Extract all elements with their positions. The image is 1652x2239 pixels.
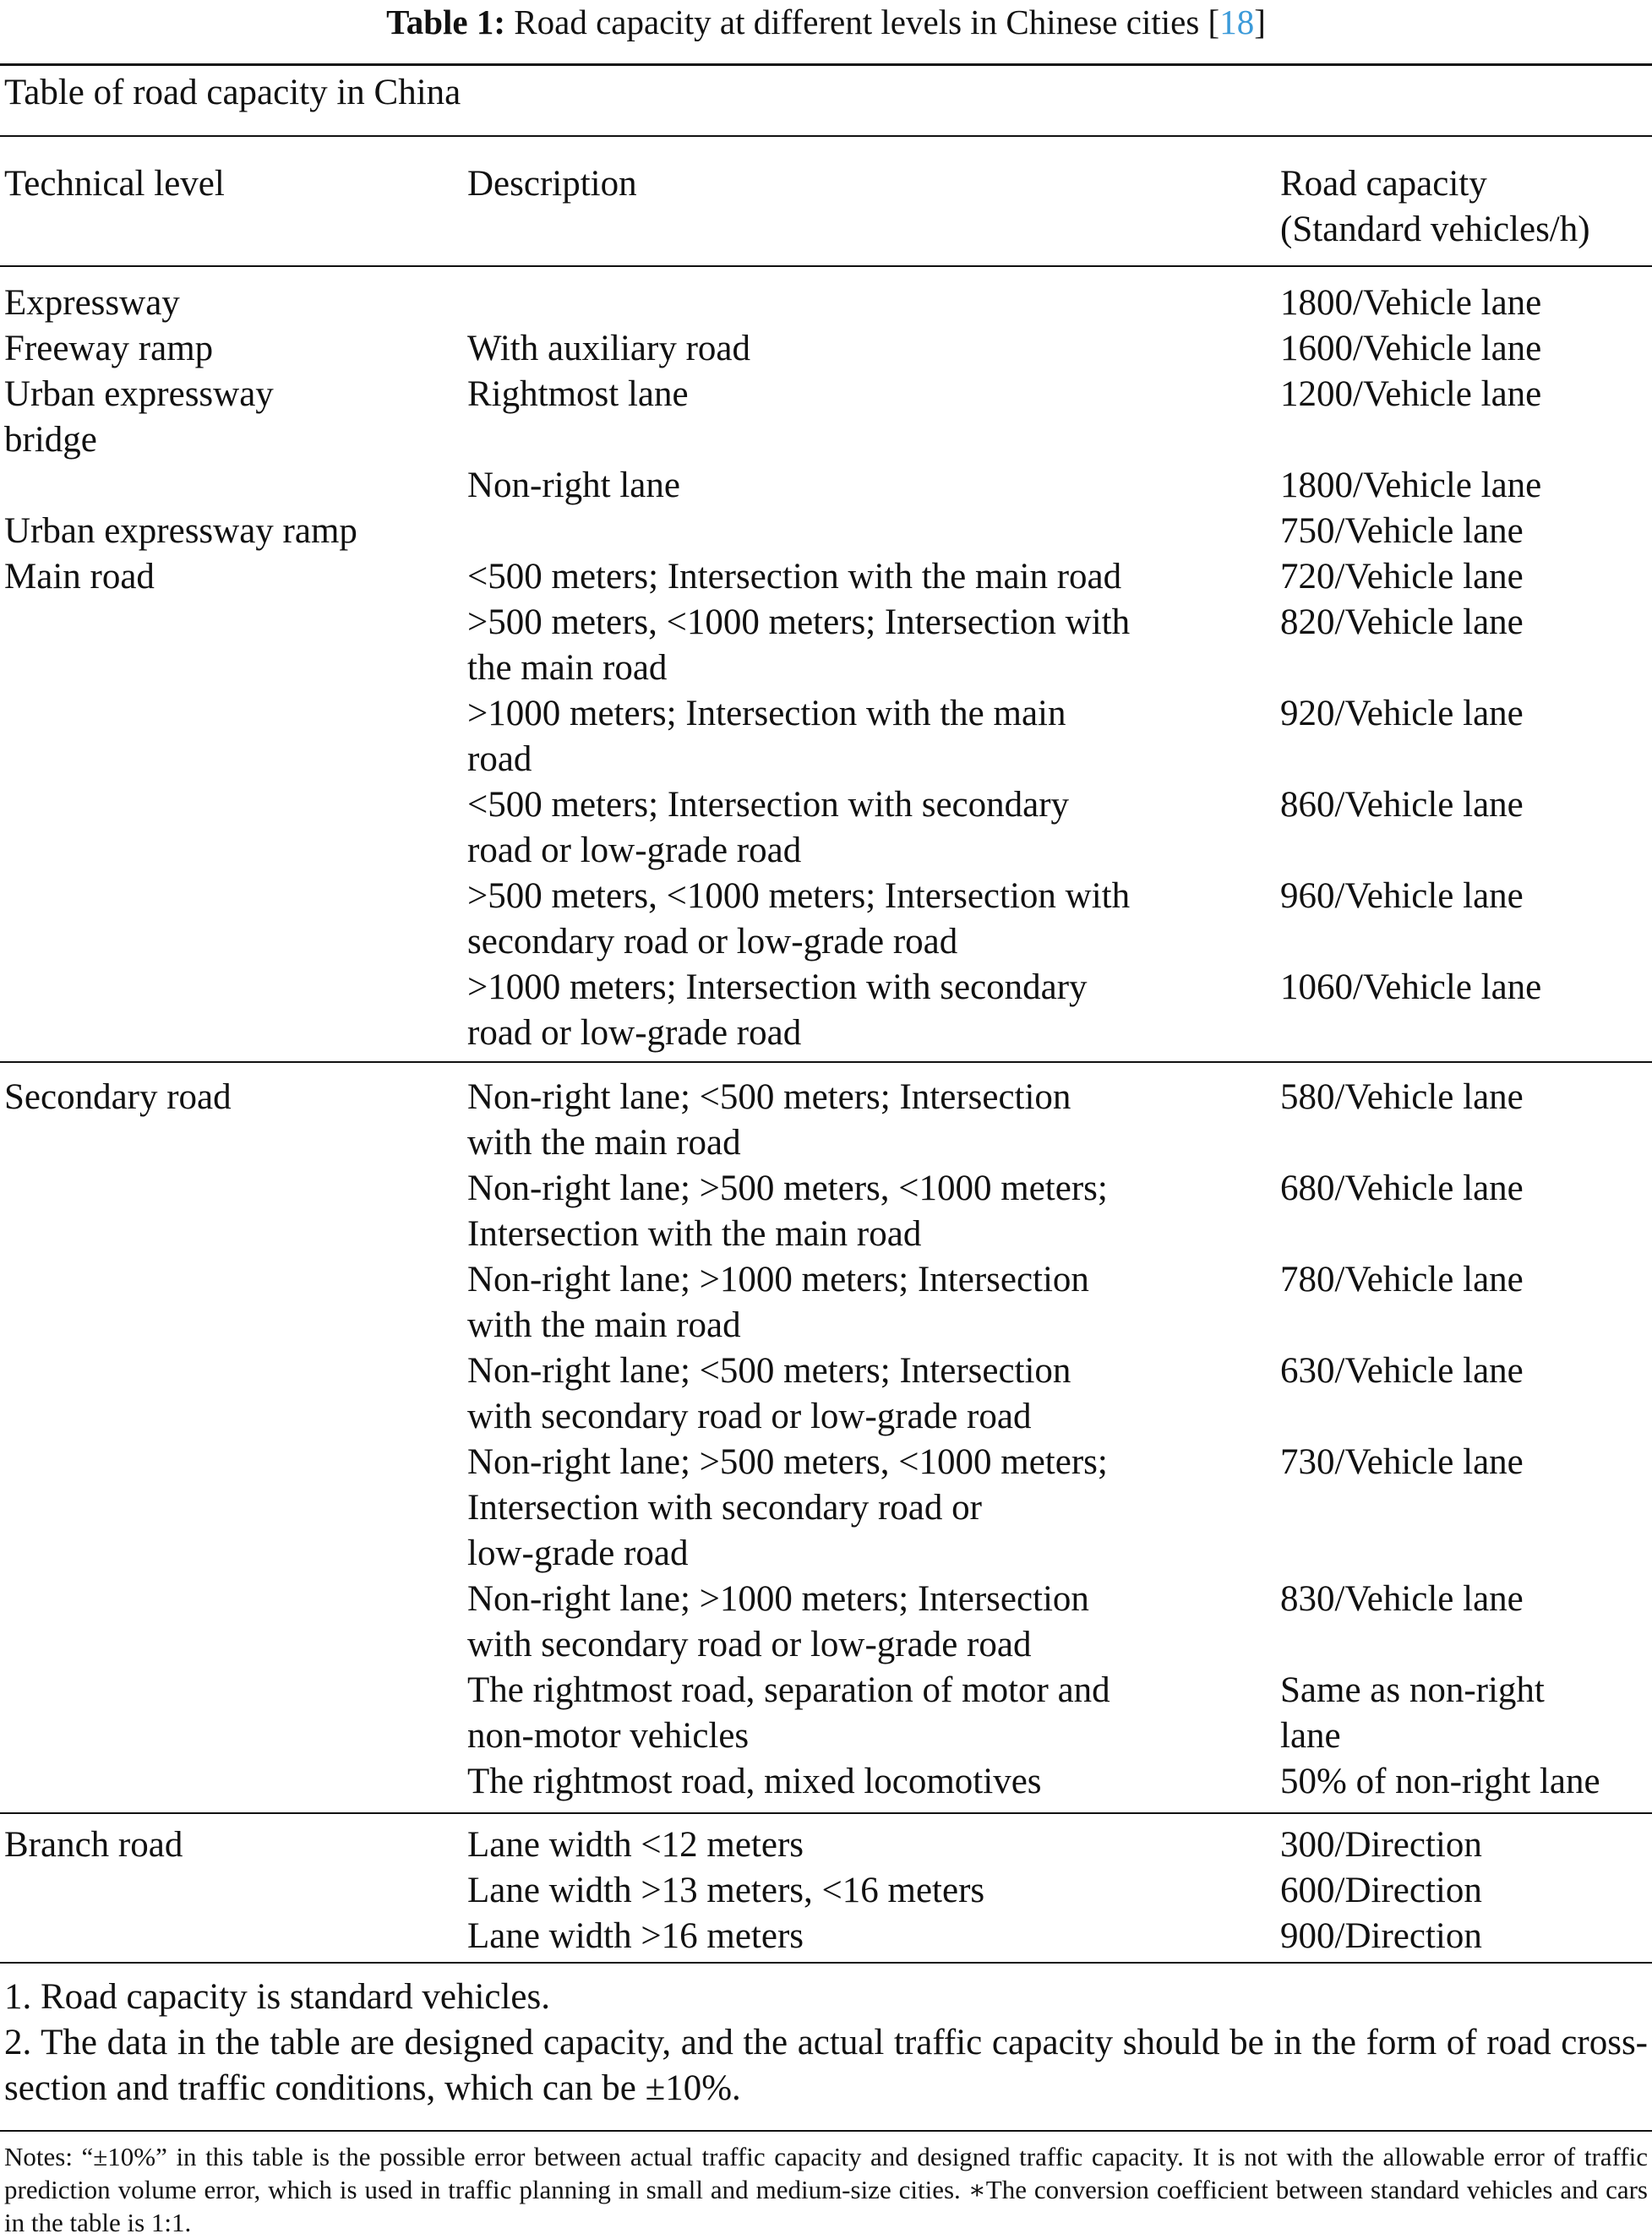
technical-level-cell: Urban expressway bridge [4,374,274,460]
technical-level-cell: Urban expressway ramp [4,511,357,551]
capacity-cell: 680/Vehicle lane [1280,1169,1524,1208]
caption-label: Table 1: [386,3,506,41]
description-cell: >1000 meters; Intersection with secondary road or low-grade road [467,967,1088,1053]
description-cell: The rightmost road, separation of motor and non-motor vehicles [467,1670,1110,1756]
table-notes: Notes: “±10%” in this table is the possible error between actual traffic capacity and designed traffic capacity. It is not with the allowable error of traffic prediction volume error, which is used in traffic planning in small and medium-size cities. ∗The conversion coefficient between standard vehicles and cars in the table is 1:1. [4,2142,1648,2237]
capacity-cell: 630/Vehicle lane [1280,1351,1524,1391]
table-caption [0,0,1652,44]
description-cell: The rightmost road, mixed locomotives [467,1762,1042,1801]
description-cell: >500 meters, <1000 meters; Intersection with secondary road or low-grade road [467,876,1131,962]
capacity-cell: 600/Direction [1280,1871,1482,1910]
description-cell: Non-right lane; >500 meters, <1000 meters; Intersection with the main road [467,1169,1108,1254]
description-cell: Rightmost lane [467,374,689,414]
capacity-cell: 860/Vehicle lane [1280,785,1524,825]
capacity-cell: 720/Vehicle lane [1280,557,1524,597]
capacity-cell: Same as non-right lane [1280,1670,1545,1756]
capacity-cell: 780/Vehicle lane [1280,1260,1524,1299]
capacity-cell: 1600/Vehicle lane [1280,329,1542,368]
capacity-cell: 1200/Vehicle lane [1280,374,1542,414]
description-cell: <500 meters; Intersection with the main road [467,557,1122,597]
capacity-cell: 920/Vehicle lane [1280,694,1524,733]
footnote-2: 2. The data in the table are designed capacity, and the actual traffic capacity should be in the form of road cross-section and traffic conditions, which can be ±10%. [4,2023,1648,2108]
technical-level-cell: Secondary road [4,1077,232,1117]
capacity-cell: 1800/Vehicle lane [1280,283,1542,323]
capacity-cell: 300/Direction [1280,1825,1482,1865]
notes-rule [0,2130,1652,2132]
top-rule [0,63,1652,66]
description-cell: Non-right lane; <500 meters; Intersection with the main road [467,1077,1071,1163]
group-rule [0,1812,1652,1814]
footnote-1: 1. Road capacity is standard vehicles. [4,1977,550,2017]
capacity-cell: 830/Vehicle lane [1280,1579,1524,1619]
description-cell: With auxiliary road [467,329,750,368]
description-cell: Non-right lane; >500 meters, <1000 meters; Intersection with secondary road or low-grade road [467,1442,1108,1573]
header-road-capacity: Road capacity (Standard vehicles/h) [1280,164,1590,249]
capacity-cell: 900/Direction [1280,1916,1482,1956]
description-cell: Lane width >13 meters, <16 meters [467,1871,985,1910]
capacity-cell: 580/Vehicle lane [1280,1077,1524,1117]
header-rule [0,265,1652,267]
description-cell: Non-right lane; <500 meters; Intersection with secondary road or low-grade road [467,1351,1071,1436]
technical-level-cell: Main road [4,557,155,597]
header-description: Description [467,164,637,204]
capacity-cell: 750/Vehicle lane [1280,511,1524,551]
capacity-cell: 820/Vehicle lane [1280,602,1524,642]
description-cell: Non-right lane [467,466,680,505]
capacity-cell: 1060/Vehicle lane [1280,967,1542,1007]
bottom-rule [0,1962,1652,1964]
technical-level-cell: Freeway ramp [4,329,214,368]
caption-text: Road capacity at different levels in Chinese cities [ [514,3,1220,41]
technical-level-cell: Branch road [4,1825,183,1865]
header-technical-level: Technical level [4,164,225,204]
group-rule [0,1061,1652,1063]
caption-citation-link[interactable]: 18 [1219,3,1255,41]
caption-close-bracket: ] [1254,3,1266,41]
capacity-cell: 1800/Vehicle lane [1280,466,1542,505]
description-cell: Lane width <12 meters [467,1825,804,1865]
technical-level-cell: Expressway [4,283,180,323]
super-header-rule [0,135,1652,137]
super-header: Table of road capacity in China [4,73,461,112]
capacity-cell: 960/Vehicle lane [1280,876,1524,916]
capacity-cell: 50% of non-right lane [1280,1762,1600,1801]
description-cell: <500 meters; Intersection with secondary road or low-grade road [467,785,1070,870]
description-cell: >1000 meters; Intersection with the main road [467,694,1066,779]
capacity-cell: 730/Vehicle lane [1280,1442,1524,1482]
description-cell: >500 meters, <1000 meters; Intersection with the main road [467,602,1131,688]
description-cell: Non-right lane; >1000 meters; Intersection with the main road [467,1260,1089,1345]
description-cell: Lane width >16 meters [467,1916,804,1956]
description-cell: Non-right lane; >1000 meters; Intersection with secondary road or low-grade road [467,1579,1089,1664]
